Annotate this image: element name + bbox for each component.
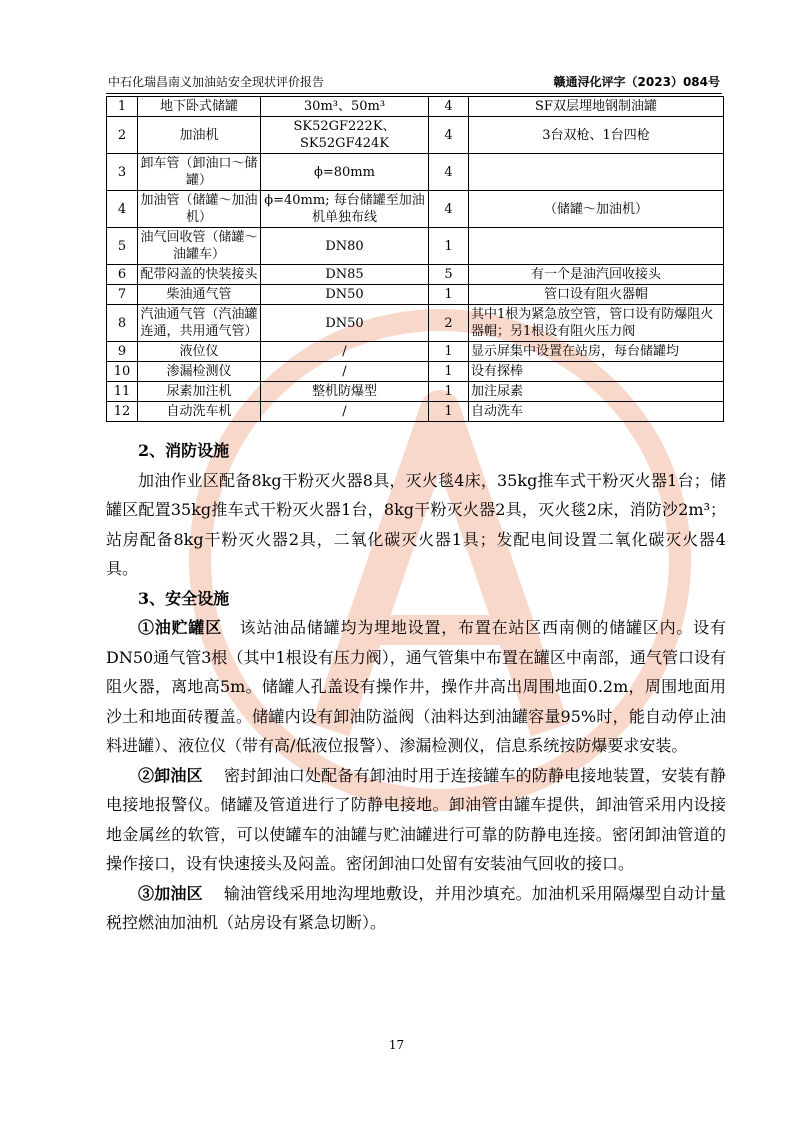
table-cell: 8 [107,305,138,342]
table-cell: 渗漏检测仪 [138,362,261,382]
table-cell: ϕ=40mm; 每台储罐至加油机单独布线 [261,191,429,228]
table-cell: 自动洗车 [469,402,724,422]
table-cell: 1 [107,97,138,117]
table-cell: 1 [429,342,469,362]
label-oil-tank-area: ①油贮罐区 [138,618,222,637]
table-row [107,285,724,305]
page-header [106,71,722,94]
table-cell: / [261,342,429,362]
table-cell [469,228,724,265]
table-cell: 加注尿素 [469,382,724,402]
table-cell: 其中1根为紧急放空管，管口设有防爆阻火器帽；另1根设有阻火压力阀 [469,305,724,342]
table-cell: 1 [429,402,469,422]
table-cell: 2 [107,117,138,154]
equipment-table [106,96,724,422]
table-cell: 1 [429,285,469,305]
section-fire-text: 加油作业区配备8kg干粉灭火器8具，灭火毯4床，35kg推车式干粉灭火器1台；储罐区配置35kg推车式干粉灭火器1台，8kg干粉灭火器2具，灭火毯2床，消防沙2m³；站房配备8kg干粉灭火器2具，二氧化碳灭火器1具；发配电间设置二氧化碳灭火器4具。 [106,470,726,578]
table-row [107,154,724,191]
table-cell: 11 [107,382,138,402]
paragraph-oil-tank-area [106,613,726,761]
table-cell: 加油管（储罐～加油机） [138,191,261,228]
paragraph-unloading-area [106,761,726,879]
report-body [106,436,726,938]
table-cell: 整机防爆型 [261,382,429,402]
table-row [107,402,724,422]
text-unloading-area: 密封卸油口处配备有卸油时用于连接罐车的防静电接地装置，安装有静电接地报警仪。储罐及管道进行了防静电接地。卸油管由罐车提供，卸油管采用内设接地金属丝的软管，可以使罐车的油罐与贮油罐进行可靠的防静电连接。密闭卸油管道的操作接口，设有快速接头及闷盖。密闭卸油口处留有安装油气回收的接口。 [106,765,726,873]
label-refueling-area: ③加油区 [138,883,203,903]
table-cell: 液位仪 [138,342,261,362]
table-cell: 汽油通气管（汽油罐连通，共用通气管） [138,305,261,342]
table-cell: / [261,362,429,382]
table-row [107,191,724,228]
table-cell: 4 [429,97,469,117]
paragraph-refueling-area [106,879,726,938]
table-cell: 管口设有阻火器帽 [469,285,724,305]
table-cell: SK52GF222K、SK52GF424K [261,117,429,154]
table-row [107,305,724,342]
table-row [107,97,724,117]
table-cell: 3 [107,154,138,191]
section-safety-title: 3、安全设施 [138,588,230,608]
table-cell: 自动洗车机 [138,402,261,422]
page-number: 17 [388,1038,405,1052]
table-cell: DN50 [261,305,429,342]
table-cell: 配带闷盖的快装接头 [138,265,261,285]
table-cell [469,154,724,191]
table-cell: 4 [107,191,138,228]
table-cell: 有一个是油汽回收接头 [469,265,724,285]
table-cell: 5 [107,228,138,265]
text-oil-tank-area: 该站油品储罐均为埋地设置，布置在站区西南侧的储罐区内。设有DN50通气管3根（其中1根设有压力阀），通气管集中布置在罐区中南部，通气管口设有阻火器，离地高5m。储罐人孔盖设有操作井，操作井高出周围地面0.2m，周围地面用沙土和地面砖覆盖。储罐内设有卸油防溢阀（油料达到油罐容量95%时，能自动停止油料进罐）、液位仪（带有高/低液位报警）、渗漏检测仪，信息系统按防爆要求安装。 [106,618,726,755]
table-cell: 卸车管（卸油口～储罐） [138,154,261,191]
table-cell: 显示屏集中设置在站房，每台储罐均 [469,342,724,362]
table-cell: / [261,402,429,422]
table-row [107,265,724,285]
header-report-title: 中石化瑞昌南义加油站安全现状评价报告 [108,75,325,89]
table-cell: DN80 [261,228,429,265]
header-report-number: 赣通浔化评字（2023）084号 [553,75,720,89]
table-cell: 地下卧式储罐 [138,97,261,117]
table-cell: SF双层埋地钢制油罐 [469,97,724,117]
table-cell: 4 [429,191,469,228]
table-cell: DN50 [261,285,429,305]
table-cell: 6 [107,265,138,285]
table-cell: 1 [429,382,469,402]
table-cell: 10 [107,362,138,382]
label-unloading-area: ②卸油区 [138,765,203,785]
section-fire-title: 2、消防设施 [138,441,230,460]
table-row [107,117,724,154]
table-row [107,362,724,382]
table-cell: 9 [107,342,138,362]
text-refueling-area: 输油管线采用地沟埋地敷设，并用沙填充。加油机采用隔爆型自动计量税控燃油加油机（站房设有紧急切断）。 [106,883,726,932]
table-cell: 12 [107,402,138,422]
table-cell: 2 [429,305,469,342]
table-cell: DN85 [261,265,429,285]
table-cell: 设有探棒 [469,362,724,382]
table-cell: ϕ=80mm [261,154,429,191]
table-row [107,342,724,362]
table-cell: 1 [429,362,469,382]
table-cell: 油气回收管（储罐～油罐车） [138,228,261,265]
table-cell: 尿素加注机 [138,382,261,402]
table-cell: 5 [429,265,469,285]
table-cell: （储罐～加油机） [469,191,724,228]
table-cell: 加油机 [138,117,261,154]
table-cell: 柴油通气管 [138,285,261,305]
table-cell: 4 [429,117,469,154]
table-cell: 1 [429,228,469,265]
table-row [107,228,724,265]
table-cell: 4 [429,154,469,191]
table-row [107,382,724,402]
table-cell: 7 [107,285,138,305]
table-cell: 30m³、50m³ [261,97,429,117]
table-cell: 3台双枪、1台四枪 [469,117,724,154]
